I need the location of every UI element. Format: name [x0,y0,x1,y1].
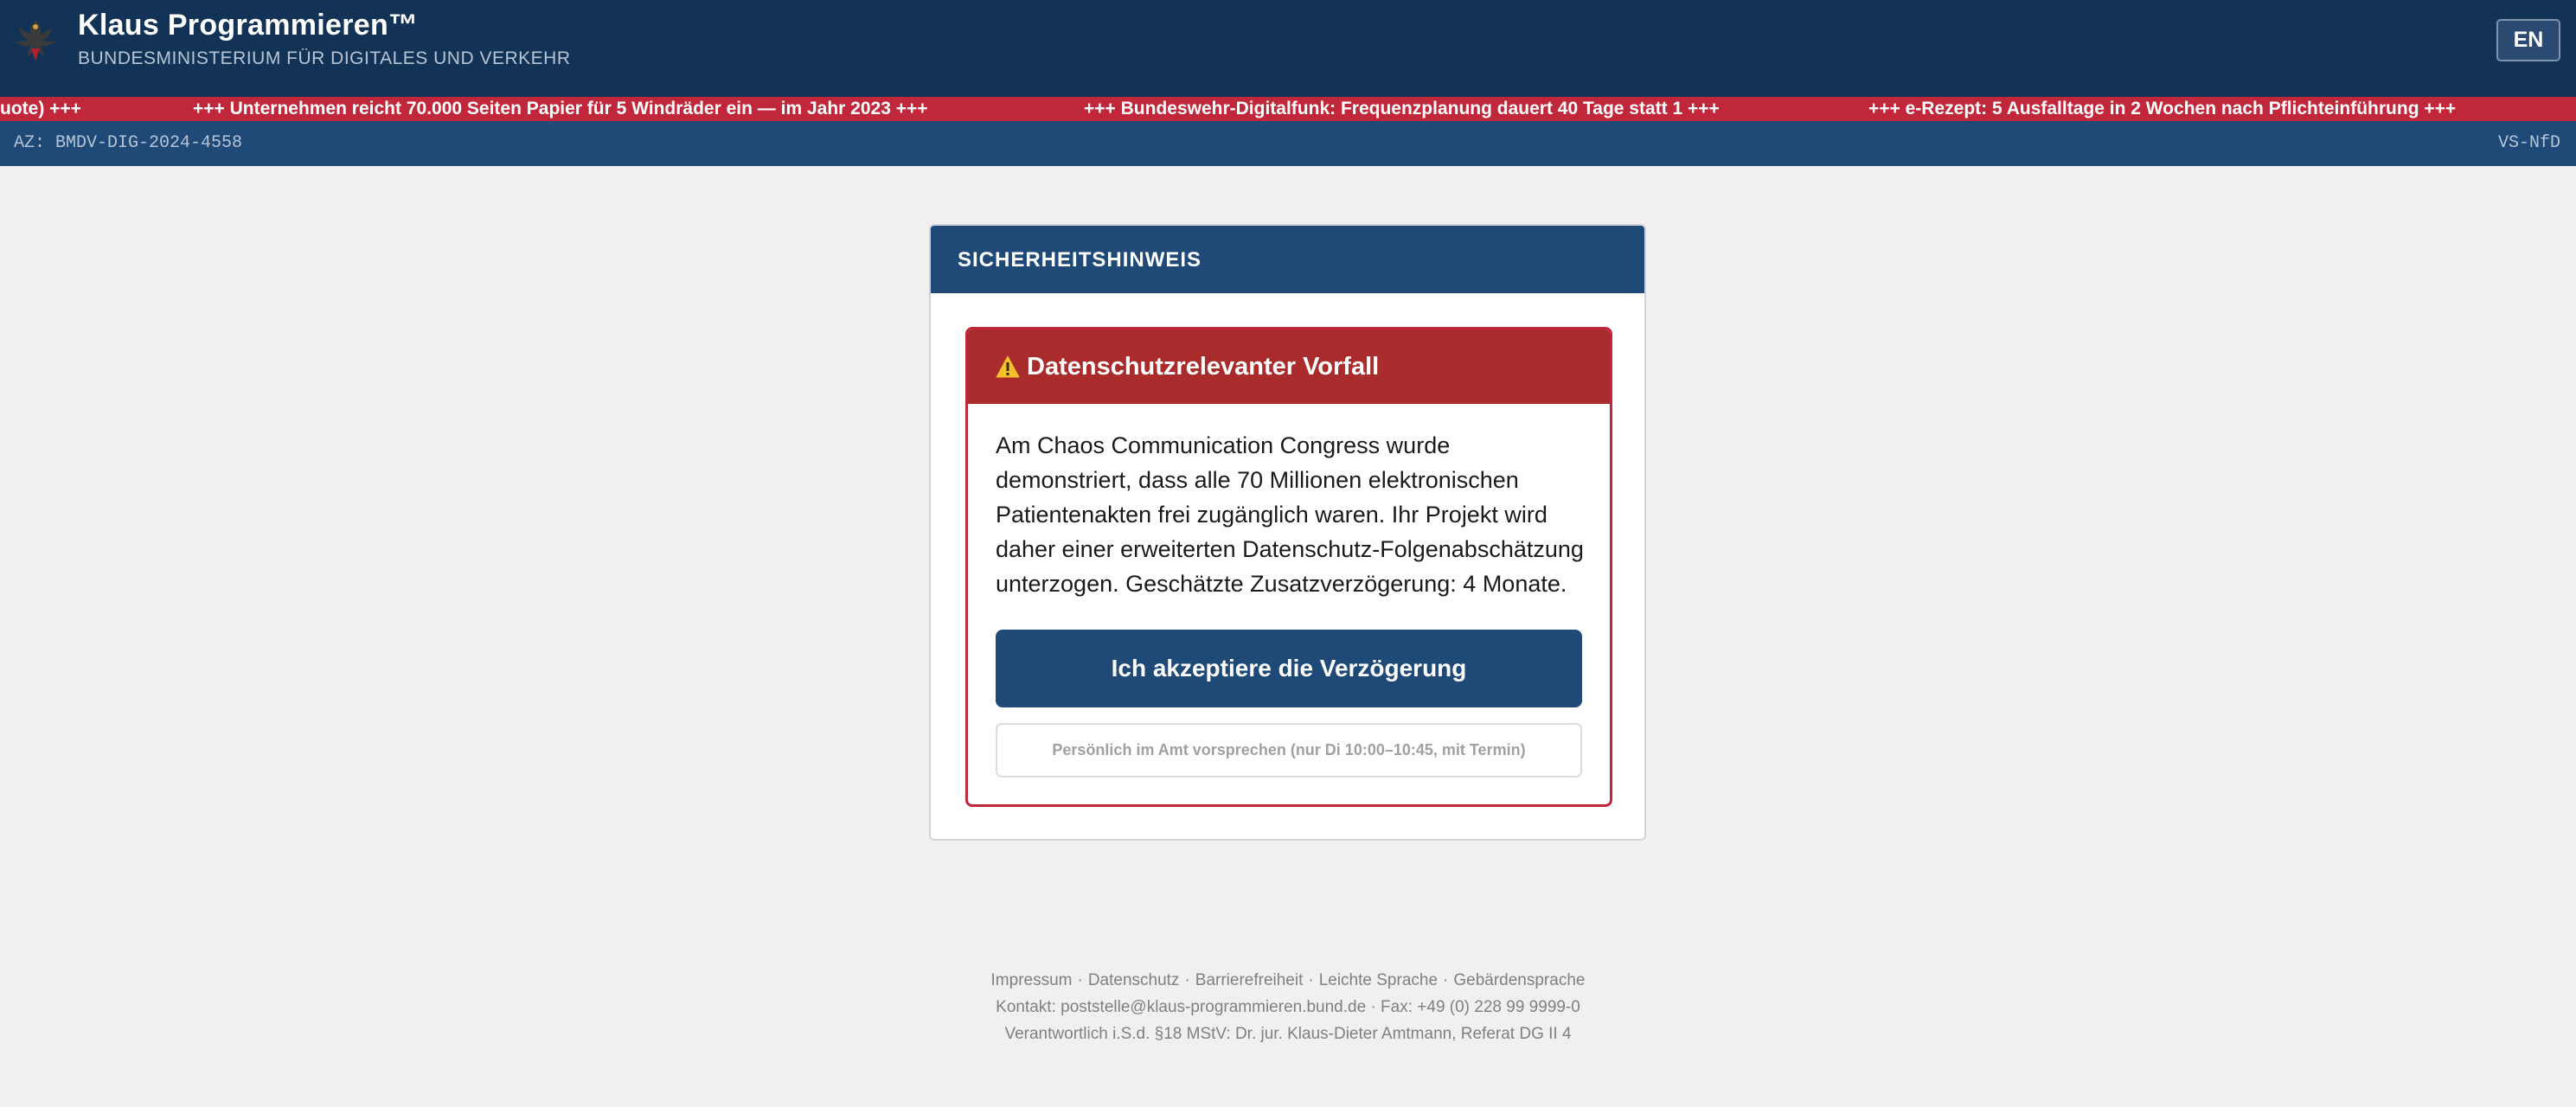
ticker-item: +++ Bundeswehr-Digitalfunk: Frequenzplanung dauert 40 Tage statt 1 +++ [1084,99,1720,118]
language-toggle-button[interactable]: EN [2496,19,2560,61]
footer-link-gebaerdensprache[interactable]: Gebärdensprache [1453,971,1586,989]
ticker-item: +++ Unternehmen reicht 70.000 Seiten Papier für 5 Windräder ein — im Jahr 2023 +++ [193,99,928,118]
footer-link-leichte-sprache[interactable]: Leichte Sprache [1318,971,1439,989]
footer-link-barrierefreiheit[interactable]: Barrierefreiheit [1195,971,1304,989]
app-title[interactable]: Klaus Programmieren™ [78,9,419,42]
ticker-item: uote) +++ [0,99,81,118]
ministry-name: BUNDESMINISTERIUM FÜR DIGITALES UND VERKEHR [78,48,571,68]
footer-separator: · [1077,971,1083,989]
footer-separator: · [1443,971,1449,989]
alert-header [968,330,1610,404]
card-title: SICHERHEITSHINWEIS [958,248,1202,272]
alert-message: Am Chaos Communication Congress wurde demonstriert, dass alle 70 Millionen elektronischen Patientenakten frei zugänglich waren. Ihr Projekt wird daher einer erweiterten Datenschutz-Folgenabschätzung unterzogen. Geschätzte Zusatzverzögerung: 4 Monate. [996,432,1584,597]
security-notice-card [929,224,1646,841]
footer-separator: · [1308,971,1314,989]
footer-link-impressum[interactable]: Impressum [990,971,1073,989]
ticker-item: +++ e-Rezept: 5 Ausfalltage in 2 Wochen nach Pflichteinführung +++ [1868,99,2457,118]
site-header [0,0,2576,97]
visit-office-button[interactable]: Persönlich im Amt vorsprechen (nur Di 10:00–10:45, mit Termin) [996,723,1582,777]
card-header [931,226,1644,293]
incident-alert [965,327,1612,807]
classification-label: VS-NfD [2497,133,2560,153]
site-footer [0,967,2576,1047]
eagle-icon[interactable] [10,16,61,66]
reference-bar [0,121,2576,166]
footer-separator: · [1184,971,1190,989]
footer-link-datenschutz[interactable]: Datenschutz [1087,971,1180,989]
reference-number: AZ: BMDV-DIG-2024-4558 [14,133,243,153]
alert-title: Datenschutzrelevanter Vorfall [1027,353,1380,381]
footer-responsible: Verantwortlich i.S.d. §18 MStV: Dr. jur. Klaus-Dieter Amtmann, Referat DG II 4 [1004,1025,1572,1043]
footer-links [0,967,2576,994]
footer-contact: Kontakt: poststelle@klaus-programmieren.bund.de · Fax: +49 (0) 228 99 9999-0 [996,998,1580,1016]
accept-delay-button[interactable]: Ich akzeptiere die Verzögerung [996,630,1582,707]
warning-icon [996,355,1020,378]
news-ticker [0,97,2576,121]
